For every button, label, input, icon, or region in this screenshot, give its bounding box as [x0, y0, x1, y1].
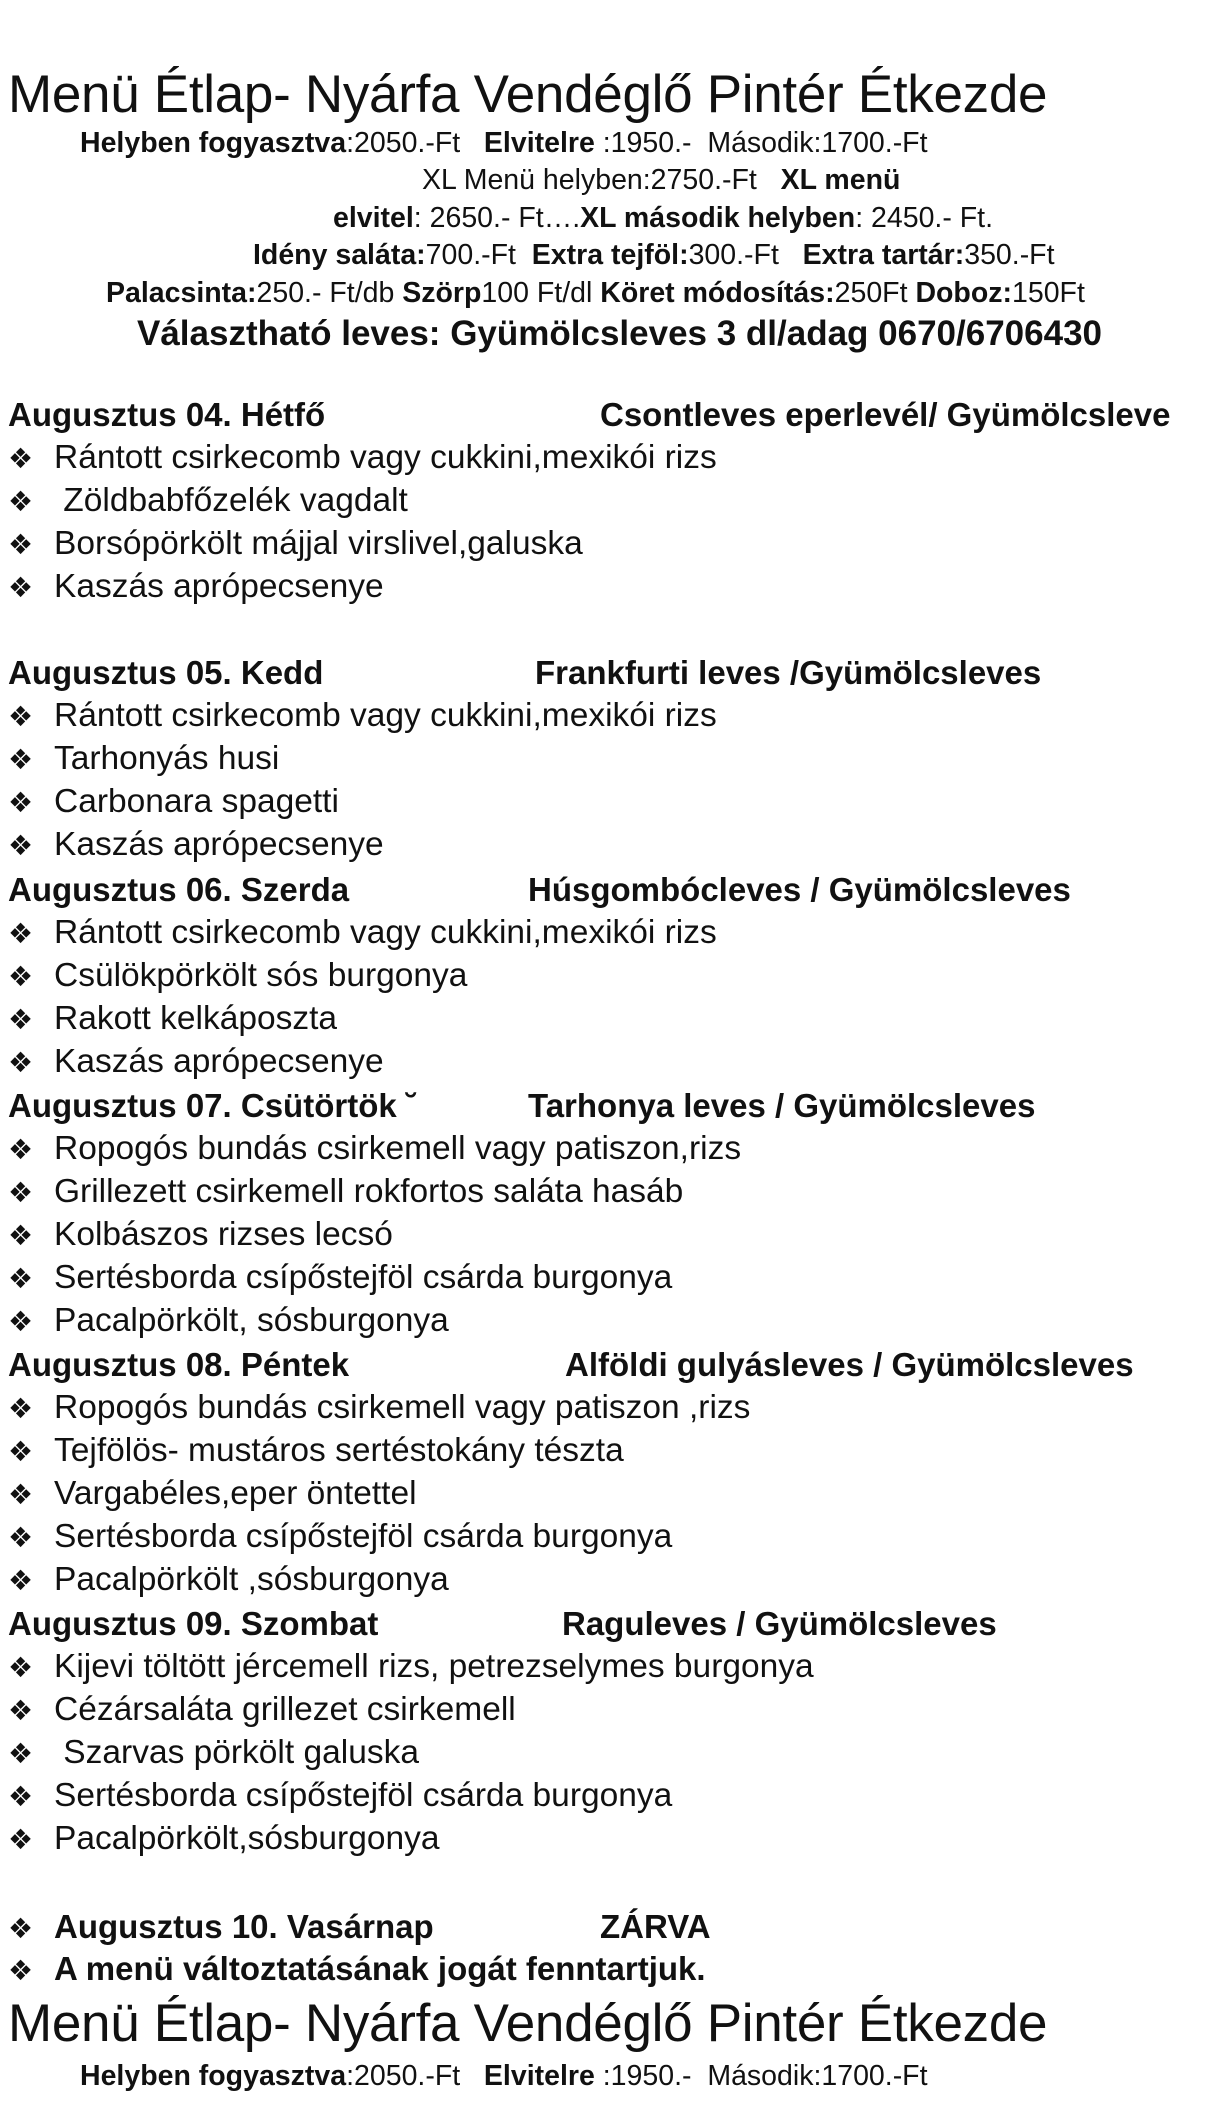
menu-item-text: Cézársaláta grillezet csirkemell [54, 1691, 516, 1728]
menu-item-text: Borsópörkölt májjal virslivel,galuska [54, 525, 583, 562]
day-name: Augusztus 06. Szerda [8, 871, 350, 908]
menu-item-text: Rántott csirkecomb vagy cukkini,mexikói rizs [54, 697, 717, 734]
bullet-icon: ❖ [8, 1780, 34, 1813]
dine-in-label: Helyben fogyasztva [80, 127, 347, 159]
bullet-icon: ❖ [8, 1823, 34, 1856]
menu-item [8, 482, 408, 520]
bullet-icon: ❖ [8, 1003, 34, 1036]
menu-item-text: Sertésborda csípőstejföl csárda burgonya [54, 1518, 673, 1555]
menu-item [8, 1734, 419, 1772]
second-price: Második:1700.-Ft [707, 2060, 928, 2092]
menu-item [8, 1173, 683, 1211]
menu-item [8, 1777, 672, 1815]
menu-item [8, 914, 717, 952]
menu-item-text: Kijevi töltött jércemell rizs, petrezselymes burgonya [54, 1648, 814, 1685]
price-line-3 [333, 202, 993, 235]
menu-item-text: Kaszás aprópecsenye [54, 1043, 384, 1080]
menu-item [8, 1648, 814, 1686]
sunday-name: Augusztus 10. Vasárnap [54, 1908, 434, 1945]
box-price: 150Ft [1012, 277, 1085, 309]
menu-item [8, 525, 583, 563]
xl-takeaway-price: : 2650.- Ft…. [413, 202, 581, 234]
menu-item [8, 1302, 449, 1340]
bullet-icon: ❖ [8, 743, 34, 776]
bullet-icon: ❖ [8, 442, 34, 475]
xl-menu-label: XL menü [780, 164, 901, 196]
menu-item [8, 568, 384, 606]
menu-item-text: Ropogós bundás csirkemell vagy patiszon ,rizs [54, 1389, 751, 1426]
menu-item [8, 1130, 741, 1168]
menu-item [8, 1259, 672, 1297]
footer-price-line [80, 2060, 928, 2093]
day-name: Augusztus 07. Csütörtök ˘ [8, 1087, 417, 1124]
page-title: Menü Étlap- Nyárfa Vendéglő Pintér Étkezde [8, 65, 1048, 124]
soup-choice: Választható leves: Gyümölcsleves 3 dl/adag 0670/6706430 [137, 314, 1102, 353]
menu-item-text: Kaszás aprópecsenye [54, 826, 384, 863]
day-soup: Csontleves eperlevél/ Gyümölcsleve [600, 396, 1171, 433]
bullet-icon: ❖ [8, 1133, 34, 1166]
sour-cream-price: 300.-Ft [688, 239, 779, 271]
pancake-label: Palacsinta: [106, 277, 257, 309]
side-change-label: Köret módosítás: [600, 277, 835, 309]
menu-item-text: Kaszás aprópecsenye [54, 568, 384, 605]
menu-item-text: Pacalpörkölt ,sósburgonya [54, 1561, 449, 1598]
bullet-icon: ❖ [8, 1954, 34, 1987]
bullet-icon: ❖ [8, 786, 34, 819]
menu-item-text: Carbonara spagetti [54, 783, 339, 820]
day-soup: Raguleves / Gyümölcsleves [562, 1605, 997, 1642]
pancake-price: 250.- Ft/db [256, 277, 395, 309]
menu-item-text: Grillezett csirkemell rokfortos saláta hasáb [54, 1173, 684, 1210]
xl-second-price: : 2450.- Ft. [855, 202, 993, 234]
menu-item [8, 783, 339, 821]
side-change-price: 250Ft [834, 277, 908, 309]
menu-item-text: Rántott csirkecomb vagy cukkini,mexikói rizs [54, 439, 717, 476]
xl-second-label: XL második helyben [580, 202, 856, 234]
bullet-icon: ❖ [8, 1564, 34, 1597]
bullet-icon: ❖ [8, 960, 34, 993]
takeaway-price: :1950.- [594, 127, 692, 159]
menu-item-text: Ropogós bundás csirkemell vagy patiszon,rizs [54, 1130, 742, 1167]
menu-item [8, 826, 384, 864]
day-soup: Alföldi gulyásleves / Gyümölcsleves [565, 1346, 1134, 1383]
menu-item-text: Pacalpörkölt,sósburgonya [54, 1820, 440, 1857]
menu-item-text: Rántott csirkecomb vagy cukkini,mexikói rizs [54, 914, 717, 951]
price-line-5 [106, 277, 1085, 310]
sunday-line [8, 1908, 711, 1946]
day-name: Augusztus 04. Hétfő [8, 396, 326, 433]
bullet-icon: ❖ [8, 1912, 34, 1945]
bullet-icon: ❖ [8, 1737, 34, 1770]
bullet-icon: ❖ [8, 1521, 34, 1554]
menu-item-text: Rakott kelkáposzta [54, 1000, 338, 1037]
menu-item-text: Sertésborda csípőstejföl csárda burgonya [54, 1259, 673, 1296]
day-name: Augusztus 08. Péntek [8, 1346, 350, 1383]
menu-item [8, 1820, 439, 1858]
menu-item-text: Kolbászos rizses lecsó [54, 1216, 393, 1253]
bullet-icon: ❖ [8, 1435, 34, 1468]
bullet-icon: ❖ [8, 1478, 34, 1511]
dine-in-price: :2050.-Ft [346, 127, 461, 159]
menu-item [8, 1518, 672, 1556]
bullet-icon: ❖ [8, 1219, 34, 1252]
menu-item [8, 1561, 449, 1599]
bullet-icon: ❖ [8, 1176, 34, 1209]
bullet-icon: ❖ [8, 1694, 34, 1727]
menu-item-text: Vargabéles,eper öntettel [54, 1475, 417, 1512]
menu-item [8, 740, 279, 778]
menu-item [8, 1389, 750, 1427]
menu-item-text: Zöldbabfőzelék vagdalt [54, 482, 408, 519]
price-line-1 [80, 127, 928, 160]
bullet-icon: ❖ [8, 1305, 34, 1338]
dine-in-price: :2050.-Ft [346, 2060, 461, 2092]
second-price: Második:1700.-Ft [707, 127, 928, 159]
bullet-icon: ❖ [8, 1651, 34, 1684]
salad-label: Idény saláta: [253, 239, 426, 271]
day-soup: Húsgombócleves / Gyümölcsleves [528, 871, 1071, 908]
bullet-icon: ❖ [8, 528, 34, 561]
xl-takeaway-label: elvitel [333, 202, 414, 234]
bullet-icon: ❖ [8, 700, 34, 733]
menu-item [8, 1043, 384, 1081]
sunday-status: ZÁRVA [600, 1908, 711, 1945]
price-line-4 [253, 239, 1055, 272]
xl-dine-in-price: XL Menü helyben:2750.-Ft [422, 164, 757, 196]
salad-price: 700.-Ft [425, 239, 516, 271]
menu-item [8, 439, 717, 477]
bullet-icon: ❖ [8, 1392, 34, 1425]
menu-item [8, 1216, 393, 1254]
takeaway-label: Elvitelre [483, 2060, 595, 2092]
menu-item [8, 1475, 417, 1513]
footer-title: Menü Étlap- Nyárfa Vendéglő Pintér Étkezde [8, 1994, 1048, 2053]
sour-cream-label: Extra tejföl: [531, 239, 689, 271]
tartar-label: Extra tartár: [802, 239, 965, 271]
dine-in-label: Helyben fogyasztva [80, 2060, 347, 2092]
bullet-icon: ❖ [8, 829, 34, 862]
menu-item-text: Tejfölös- mustáros sertéstokány tészta [54, 1432, 624, 1469]
menu-item-text: Tarhonyás husi [54, 740, 280, 777]
tartar-price: 350.-Ft [964, 239, 1055, 271]
bullet-icon: ❖ [8, 571, 34, 604]
day-name: Augusztus 09. Szombat [8, 1605, 379, 1642]
disclaimer: A menü változtatásának jogát fenntartjuk. [54, 1950, 706, 1987]
bullet-icon: ❖ [8, 917, 34, 950]
menu-item-text: Csülökpörkölt sós burgonya [54, 957, 468, 994]
day-soup: Tarhonya leves / Gyümölcsleves [528, 1087, 1036, 1124]
menu-item [8, 1691, 516, 1729]
menu-item-text: Pacalpörkölt, sósburgonya [54, 1302, 449, 1339]
menu-item-text: Sertésborda csípőstejföl csárda burgonya [54, 1777, 673, 1814]
menu-item-text: Szarvas pörkölt galuska [54, 1734, 419, 1771]
bullet-icon: ❖ [8, 1262, 34, 1295]
menu-item [8, 697, 717, 735]
takeaway-label: Elvitelre [483, 127, 595, 159]
bullet-icon: ❖ [8, 485, 34, 518]
day-name: Augusztus 05. Kedd [8, 654, 324, 691]
takeaway-price: :1950.- [594, 2060, 692, 2092]
box-label: Doboz: [915, 277, 1012, 309]
bullet-icon: ❖ [8, 1046, 34, 1079]
day-soup: Frankfurti leves /Gyümölcsleves [535, 654, 1042, 691]
menu-item [8, 957, 467, 995]
menu-item [8, 1000, 337, 1038]
syrup-label: Szörp [402, 277, 482, 309]
disclaimer-line [8, 1950, 706, 1988]
syrup-price: 100 Ft/dl [481, 277, 593, 309]
menu-item [8, 1432, 624, 1470]
price-line-2 [422, 164, 900, 197]
